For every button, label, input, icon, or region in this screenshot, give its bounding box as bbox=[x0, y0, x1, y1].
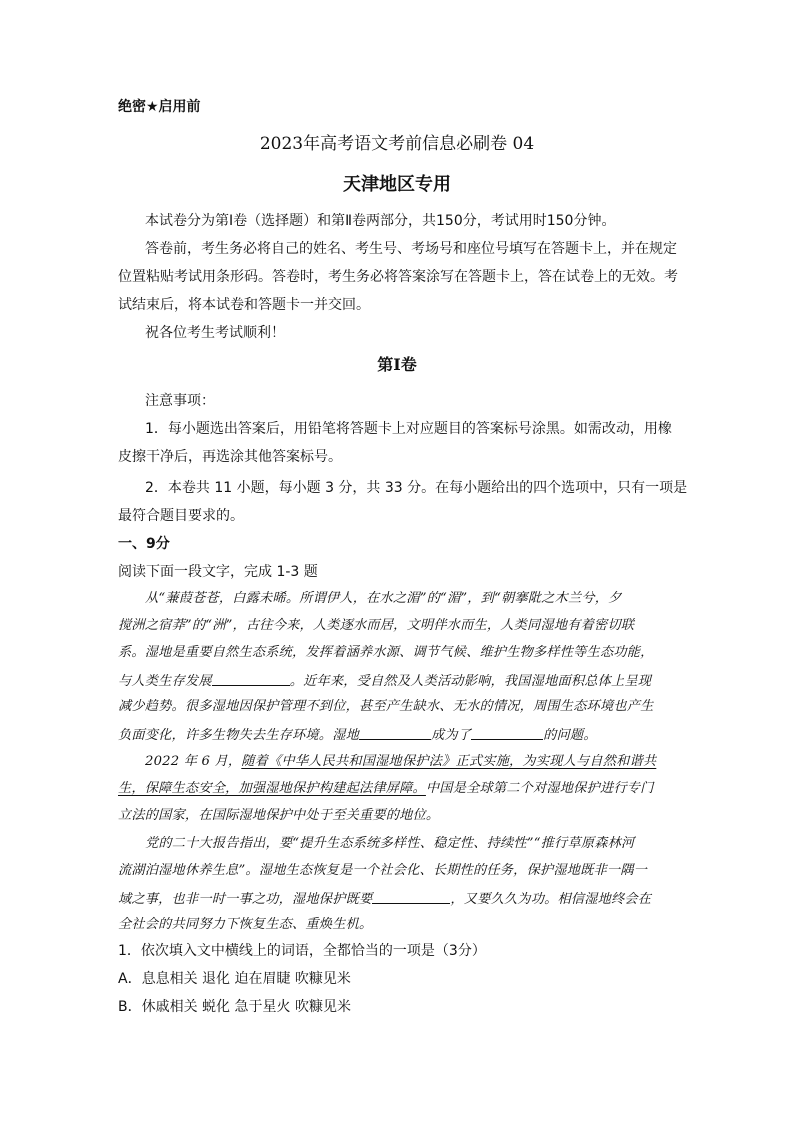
exam-subtitle: 天津地区专用 bbox=[343, 174, 451, 195]
passage-line: 从“蒹葭苍苍，白露未晞。所谓伊人，在水之湄”的“湄”，到“朝搴阰之木兰兮，夕 bbox=[145, 591, 622, 606]
passage-text: 与人类生存发展 bbox=[118, 674, 212, 689]
fill-blank-3 bbox=[471, 725, 543, 740]
notes-label: 注意事项： bbox=[145, 393, 215, 409]
passage-text: 成为了 bbox=[430, 728, 472, 743]
note-2-line-1: 2．本卷共 11 小题，每小题 3 分，共 33 分。在每小题给出的四个选项中，只有一项是 bbox=[145, 480, 688, 496]
passage-text: 的问题。 bbox=[543, 728, 597, 743]
passage-line bbox=[118, 889, 651, 909]
passage-text: 域之事，也非一时一事之功，湿地保护既要 bbox=[118, 892, 373, 907]
passage-line: 党的二十大报告指出，要“提升生态系统多样性、稳定性、持续性”“推行草原森林河 bbox=[145, 836, 635, 851]
question-1-option-b[interactable]: B．休戚相关 蜕化 急于星火 吹糠见米 bbox=[118, 999, 351, 1015]
note-2-line-2: 最符合题目要求的。 bbox=[118, 508, 244, 524]
reading-instruction: 阅读下面一段文字，完成 1-3 题 bbox=[118, 564, 318, 580]
passage-text: 中国是全球第二个对湿地保护进行专门 bbox=[425, 781, 654, 796]
passage-text: 。近年来，受自然及人类活动影响，我国湿地面积总体上呈现 bbox=[289, 674, 652, 689]
section-heading: 第Ⅰ卷 bbox=[377, 355, 417, 374]
underlined-sentence: 随着《中华人民共和国湿地保护法》正式实施，为实现人与自然和谐共 bbox=[241, 754, 657, 769]
passage-text: 2022 年 6 月， bbox=[145, 754, 242, 769]
passage-line: 搅洲之宿莽”的“洲”，古往今来，人类逐水而居，文明伴水而生，人类同湿地有着密切联 bbox=[118, 618, 635, 633]
passage-line: 系。湿地是重要自然生态系统，发挥着涵养水源、调节气候、维护生物多样性等生态功能， bbox=[118, 645, 654, 660]
question-1-option-a[interactable]: A．息息相关 退化 迫在眉睫 吹糠见米 bbox=[118, 971, 351, 987]
passage-line bbox=[145, 753, 656, 771]
fill-blank-1 bbox=[212, 671, 290, 686]
passage-line: 全社会的共同努力下恢复生态、重焕生机。 bbox=[118, 917, 373, 932]
passage-line: 立法的国家，在国际湿地保护中处于至关重要的地位。 bbox=[118, 808, 440, 823]
exam-title: 2023年高考语文考前信息必刷卷 04 bbox=[259, 134, 535, 154]
passage-text: ，又要久久为功。相信湿地终会在 bbox=[450, 892, 652, 907]
intro-paragraph-2-line-1: 答卷前，考生务必将自己的姓名、考生号、考场号和座位号填写在答题卡上，并在规定 bbox=[145, 241, 677, 257]
underlined-sentence: 生，保障生态安全，加强湿地保护构建起法律屏障。 bbox=[118, 781, 426, 796]
passage-line bbox=[118, 780, 654, 798]
confidential-label: 绝密★启用前 bbox=[118, 99, 201, 115]
fill-blank-2 bbox=[359, 725, 431, 740]
passage-line: 流湖泊湿地休养生息”。湿地生态恢复是一个社会化、长期性的任务，保护湿地既非一隅一 bbox=[118, 863, 648, 878]
intro-paragraph-2-line-3: 试结束后，将本试卷和答题卡一并交回。 bbox=[118, 297, 370, 313]
note-1-line-1: 1．每小题选出答案后，用铅笔将答题卡上对应题目的答案标号涂黑。如需改动，用橡 bbox=[145, 421, 672, 437]
fill-blank-4 bbox=[372, 889, 450, 904]
note-1-line-2: 皮擦干净后，再选涂其他答案标号。 bbox=[118, 449, 342, 465]
part-heading: 一、9分 bbox=[118, 536, 170, 552]
intro-paragraph-3: 祝各位考生考试顺利！ bbox=[145, 325, 285, 341]
passage-line: 减少趋势。很多湿地因保护管理不到位，甚至产生缺水、无水的情况，周围生态环境也产生 bbox=[118, 699, 654, 714]
passage-line bbox=[118, 725, 597, 745]
intro-paragraph-1: 本试卷分为第Ⅰ卷（选择题）和第Ⅱ卷两部分，共150分，考试用时150分钟。 bbox=[145, 213, 616, 229]
question-1-stem: 1．依次填入文中横线上的词语，全都恰当的一项是（3分） bbox=[118, 943, 486, 959]
passage-text: 负面变化，许多生物失去生存环境。湿地 bbox=[118, 728, 359, 743]
intro-paragraph-2-line-2: 位置粘贴考试用条形码。答卷时，考生务必将答案涂写在答题卡上，答在试卷上的无效。考 bbox=[118, 269, 678, 285]
passage-line bbox=[118, 671, 651, 691]
